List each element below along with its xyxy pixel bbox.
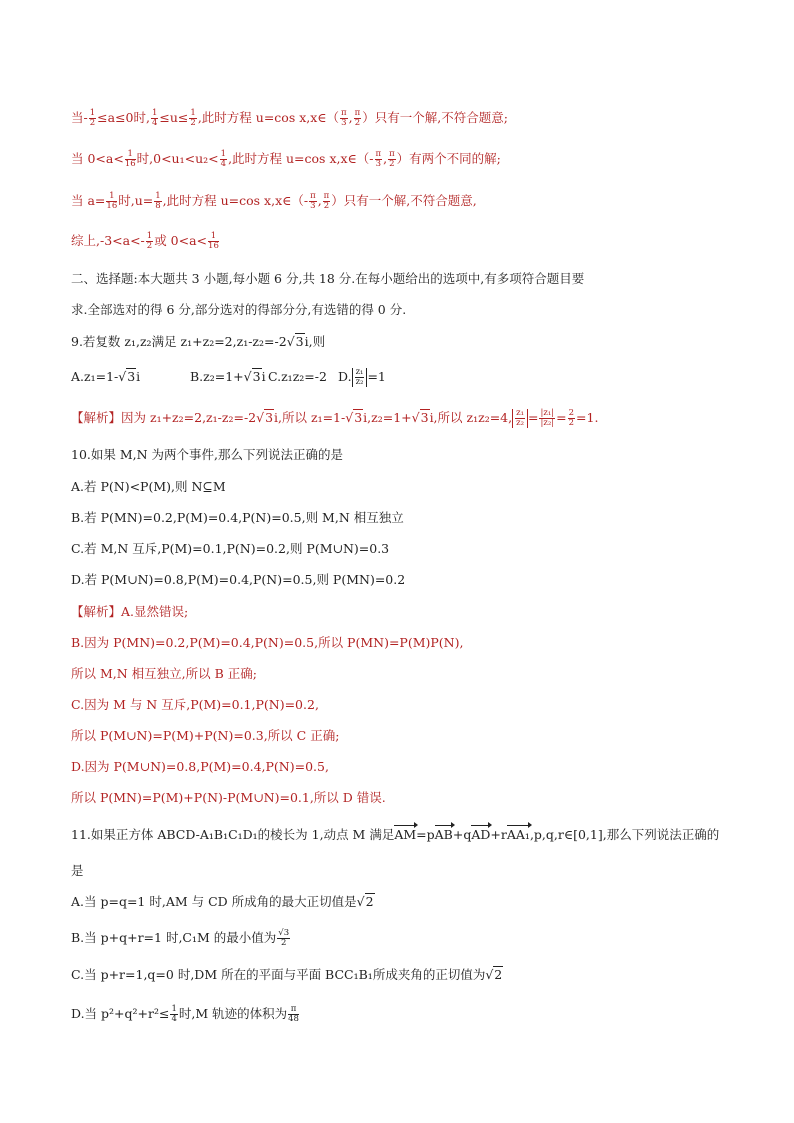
fraction: $\frac{\pi}{3}$ bbox=[341, 108, 347, 128]
vector: AA₁ bbox=[506, 827, 530, 842]
question-10-answer-5: 所以 P(M∪N)=P(M)+P(N)=0.3,所以 C 正确; bbox=[71, 728, 340, 743]
question-11-option-d: D.当 p²+q²+r²≤ $\frac{1}{4}$ 时,M 轨迹的体积为 $\frac{\pi}{48}$ bbox=[71, 1004, 299, 1024]
fraction: $\frac{\pi}{2}$ bbox=[323, 191, 330, 211]
vector: AM bbox=[394, 827, 417, 842]
fraction: $\frac{1}{16}$ bbox=[208, 231, 219, 251]
question-10-option-a: A.若 P(N)<P(M),则 N⊆M bbox=[71, 479, 226, 494]
question-10-option-d: D.若 P(M∪N)=0.8,P(M)=0.4,P(N)=0.5,则 P(MN)=0.2 bbox=[71, 572, 406, 587]
question-9-option-a: A.z₁=1-√3i bbox=[71, 369, 141, 384]
question-10-answer-6: D.因为 P(M∪N)=0.8,P(M)=0.4,P(N)=0.5, bbox=[71, 759, 329, 774]
case-line-3: 当 a= $\frac{1}{16}$ 时,u= $\frac{1}{8}$ ,此时方程 u=cos x,x∈（- $\frac{\pi}{3}$ , $\frac{\pi}{2}$ ）只有一个解,不符合题意, bbox=[71, 191, 477, 211]
fraction: $\frac{\pi}{2}$ bbox=[354, 108, 361, 128]
absolute-value bbox=[352, 368, 368, 387]
question-10-answer-2: B.因为 P(MN)=0.2,P(M)=0.4,P(N)=0.5,所以 P(MN)=P(M)P(N), bbox=[71, 635, 464, 650]
fraction: $\frac{\text{z₁}}{\text{z₂}}$ bbox=[516, 408, 524, 428]
sqrt: √3 bbox=[345, 410, 363, 425]
fraction: $\frac{1}{2}$ bbox=[146, 231, 153, 251]
answer-tag: 【解析】 bbox=[71, 410, 122, 425]
question-9-answer: 【解析】因为 z₁+z₂=2,z₁-z₂=-2√3i,所以 z₁=1-√3i,z₂=1+√3i,所以 z₁z₂=4, $\frac{\text{z₁}}{\text{z₂}}$ = $\frac{\text{|z₁|}}{\text{|z₂|}}$ = $\frac{2}{2}$ =1. bbox=[71, 408, 599, 428]
section-header-line-2: 求.全部选对的得 6 分,部分选对的得部分分,有选错的得 0 分. bbox=[71, 302, 407, 317]
question-9-option-d: D. $\frac{\text{z₁}}{\text{z₂}}$ =1 bbox=[338, 367, 386, 387]
fraction: $\frac{\pi}{3}$ bbox=[375, 149, 382, 169]
fraction: $\frac{1}{4}$ bbox=[220, 149, 227, 169]
question-11-stem: 11.如果正方体 ABCD-A₁B₁C₁D₁的棱长为 1,动点 M 满足AM=pAB+qAD+rAA₁,p,q,r∈[0,1],那么下列说法正确的 bbox=[71, 827, 720, 842]
sqrt: √3 bbox=[411, 410, 429, 425]
question-10-option-b: B.若 P(MN)=0.2,P(M)=0.4,P(N)=0.5,则 M,N 相互独立 bbox=[71, 510, 404, 525]
question-9-option-c: C.z₁z₂=-2 bbox=[268, 369, 327, 384]
fraction: $\frac{1}{4}$ bbox=[171, 1004, 177, 1024]
fraction: $\frac{\pi}{3}$ bbox=[310, 191, 316, 211]
fraction: $\frac{\text{z₁}}{\text{z₂}}$ bbox=[355, 367, 364, 387]
fraction: $\frac{1}{16}$ bbox=[124, 149, 136, 169]
sqrt: √3 bbox=[286, 334, 304, 349]
section-header-line-1: 二、选择题:本大题共 3 小题,每小题 6 分,共 18 分.在每小题给出的选项中,有多项符合题目要 bbox=[71, 271, 585, 286]
absolute-value bbox=[512, 409, 528, 428]
question-10-stem: 10.如果 M,N 为两个事件,那么下列说法正确的是 bbox=[71, 447, 344, 462]
case-line-2: 当 0<a< $\frac{1}{16}$ 时,0<u₁<u₂< $\frac{1}{4}$ ,此时方程 u=cos x,x∈（- $\frac{\pi}{3}$ , $\frac{\pi}{2}$ ）有两个不同的解; bbox=[71, 149, 501, 169]
question-11-stem-cont: 是 bbox=[71, 863, 84, 878]
fraction: $\frac{1}{2}$ bbox=[89, 108, 96, 128]
fraction: $\frac{1}{2}$ bbox=[190, 108, 196, 128]
fraction: $\frac{\text{|z₁|}}{\text{|z₂|}}$ bbox=[540, 408, 555, 428]
fraction: $\frac{2}{2}$ bbox=[568, 408, 575, 428]
answer-tag: 【解析】 bbox=[71, 604, 122, 619]
case-line-1: 当- $\frac{1}{2}$ ≤a≤0时, $\frac{1}{4}$ ≤u≤ $\frac{1}{2}$ ,此时方程 u=cos x,x∈（ $\frac{\pi}{3}$ , $\frac{\pi}{2}$ ）只有一个解,不符合题意; bbox=[71, 108, 508, 128]
question-10-answer-4: C.因为 M 与 N 互斥,P(M)=0.1,P(N)=0.2, bbox=[71, 697, 319, 712]
question-11-option-a: A.当 p=q=1 时,AM 与 CD 所成角的最大正切值是√2 bbox=[71, 894, 374, 909]
sqrt: √3 bbox=[118, 369, 136, 384]
sqrt: √3 bbox=[243, 369, 261, 384]
question-10-answer-1: 【解析】A.显然错误; bbox=[71, 604, 189, 619]
sqrt: √3 bbox=[256, 410, 274, 425]
fraction: $\frac{1}{8}$ bbox=[155, 191, 161, 211]
question-11-option-c: C.当 p+r=1,q=0 时,DM 所在的平面与平面 BCC₁B₁所成夹角的正切值为√2 bbox=[71, 967, 503, 982]
question-10-answer-7: 所以 P(MN)=P(M)+P(N)-P(M∪N)=0.1,所以 D 错误. bbox=[71, 790, 386, 805]
fraction: $\frac{\pi}{2}$ bbox=[389, 149, 395, 169]
conclusion-line: 综上,-3<a<- $\frac{1}{2}$ 或 0<a< $\frac{1}{16}$ bbox=[71, 231, 219, 251]
fraction: $\frac{√3}{2}$ bbox=[278, 928, 290, 948]
sqrt: √2 bbox=[356, 894, 374, 909]
question-9-stem: 9.若复数 z₁,z₂满足 z₁+z₂=2,z₁-z₂=-2√3i,则 bbox=[71, 334, 326, 349]
sqrt: √2 bbox=[485, 967, 503, 982]
question-10-answer-3: 所以 M,N 相互独立,所以 B 正确; bbox=[71, 666, 257, 681]
vector: AD bbox=[471, 827, 491, 842]
fraction: $\frac{\pi}{48}$ bbox=[288, 1004, 299, 1024]
question-10-option-c: C.若 M,N 互斥,P(M)=0.1,P(N)=0.2,则 P(M∪N)=0.3 bbox=[71, 541, 390, 556]
fraction: $\frac{1}{16}$ bbox=[106, 191, 118, 211]
fraction: $\frac{1}{4}$ bbox=[151, 108, 158, 128]
question-11-option-b: B.当 p+q+r=1 时,C₁M 的最小值为 $\frac{√3}{2}$ bbox=[71, 928, 290, 948]
vector: AB bbox=[434, 827, 453, 842]
question-9-option-b: B.z₂=1+√3i bbox=[190, 369, 266, 384]
